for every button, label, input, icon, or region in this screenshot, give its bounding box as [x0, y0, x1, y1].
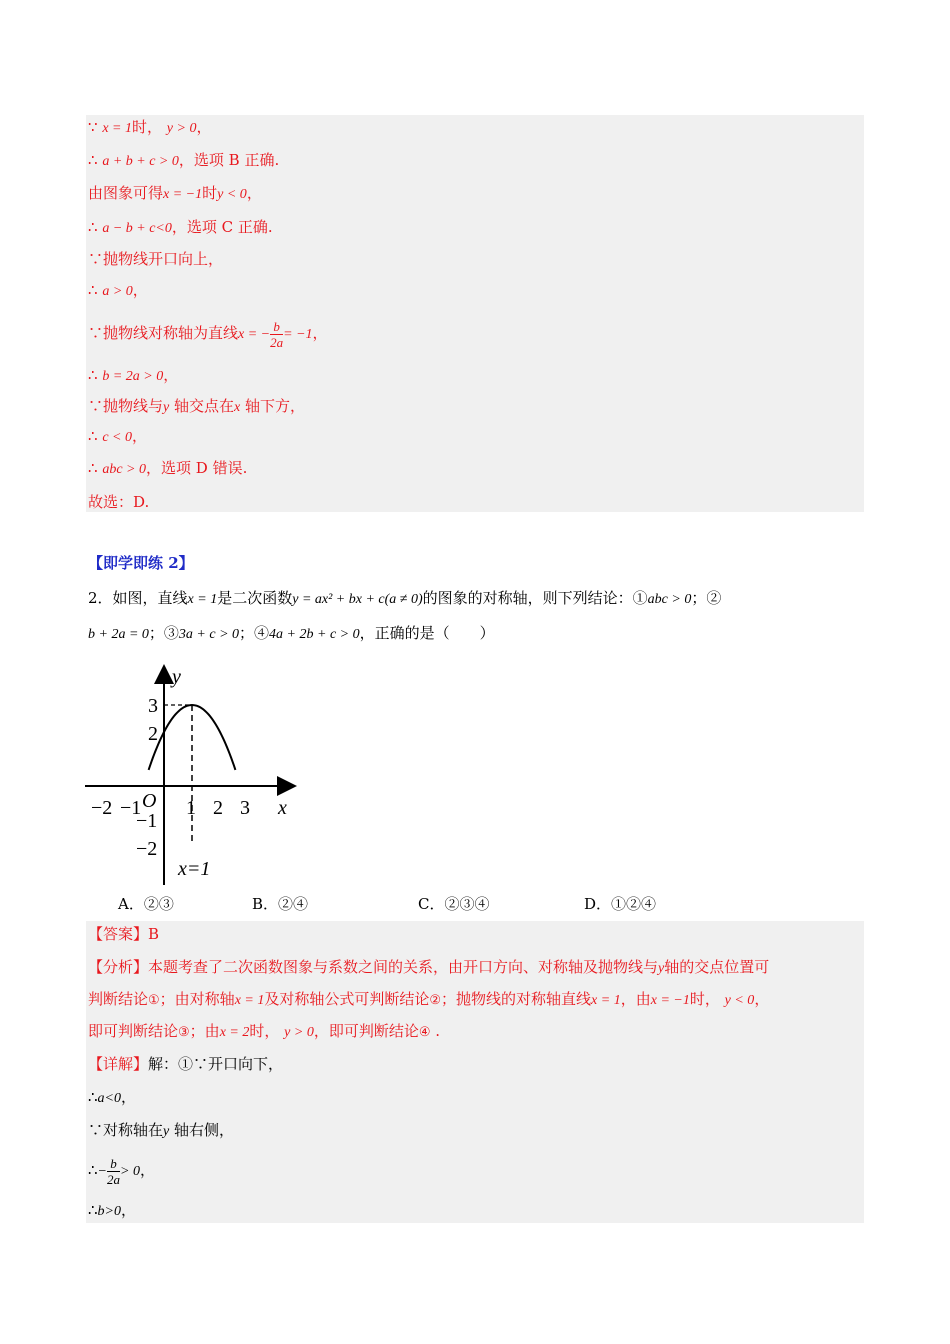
sol-line-7: ∵抛物线对称轴为直线x = − $\frac{b}{2a}$ = −1，: [88, 318, 328, 350]
sol-line-2: ∴ a + b + c > 0，选项 B 正确.: [88, 151, 280, 169]
sol-line-8: ∴ b = 2a > 0，: [88, 366, 179, 384]
analysis-line-2: 判断结论①；由对称轴x = 1及对称轴公式可判断结论②；抛物线的对称轴直线x = 1，由x = −1时， y < 0，: [88, 990, 770, 1008]
detail-line-1: 【详解】解：①∵开口向下，: [88, 1055, 284, 1073]
y-axis-label: y: [172, 666, 181, 688]
question-line-1: 2．如图，直线x = 1是二次函数y = ax² + bx + c(a ≠ 0)的图象的对称轴，则下列结论：①abc > 0；②: [88, 589, 722, 607]
x-axis-label: x: [278, 797, 287, 819]
analysis-line-3: 即可判断结论③；由x = 2时， y > 0，即可判断结论④ .: [88, 1022, 441, 1040]
detail-line-4: ∴− $\frac{b}{2a}$ > 0，: [88, 1155, 155, 1187]
sol-line-12: 故选：D.: [88, 493, 150, 511]
y-tick-label: −1: [136, 810, 158, 832]
x-tick-label: 2: [213, 797, 223, 819]
option-a[interactable]: A．②③: [118, 895, 174, 913]
sol-line-5: ∵抛物线开口向上，: [88, 250, 224, 268]
answer-line: 【答案】B: [88, 925, 160, 943]
option-c[interactable]: C．②③④: [418, 895, 490, 913]
sol-line-10: ∴ c < 0，: [88, 427, 148, 445]
detail-line-2: ∴a<0，: [88, 1088, 137, 1106]
origin-label: O: [142, 790, 157, 812]
sol-line-11: ∴ abc > 0，选项 D 错误.: [88, 459, 248, 477]
sol-line-3: 由图象可得x = −1时y < 0，: [88, 184, 262, 202]
section-heading: 【即学即练 2】: [88, 554, 194, 572]
detail-line-5: ∴b>0，: [88, 1201, 137, 1219]
y-tick-label: 3: [148, 695, 158, 717]
question-line-2: b + 2a = 0；③3a + c > 0；④4a + 2b + c > 0，正确的是（ ）: [88, 624, 495, 642]
detail-line-3: ∵对称轴在y 轴右侧，: [88, 1121, 235, 1139]
x-tick-label: 3: [240, 797, 250, 819]
sol-line-9: ∵抛物线与y 轴交点在x 轴下方，: [88, 397, 306, 415]
symmetry-axis-label: x=1: [178, 858, 211, 880]
sol-line-1: ∵ x = 1时， y > 0，: [88, 118, 212, 136]
parabola-graph: [80, 660, 310, 885]
x-tick-label: −2: [91, 797, 113, 819]
x-tick-label: −1: [120, 797, 142, 819]
y-tick-label: −2: [136, 838, 158, 860]
option-d[interactable]: D．①②④: [584, 895, 657, 913]
option-b[interactable]: B．②④: [252, 895, 309, 913]
sol-line-4: ∴ a − b + c<0，选项 C 正确.: [88, 218, 273, 236]
x-tick-label: 1: [186, 797, 196, 819]
sol-line-6: ∴ a > 0，: [88, 281, 148, 299]
y-tick-label: 2: [148, 723, 158, 745]
analysis-line-1: 【分析】本题考查了二次函数图象与系数之间的关系，由开口方向、对称轴及抛物线与y轴的交点位置可: [88, 958, 770, 976]
